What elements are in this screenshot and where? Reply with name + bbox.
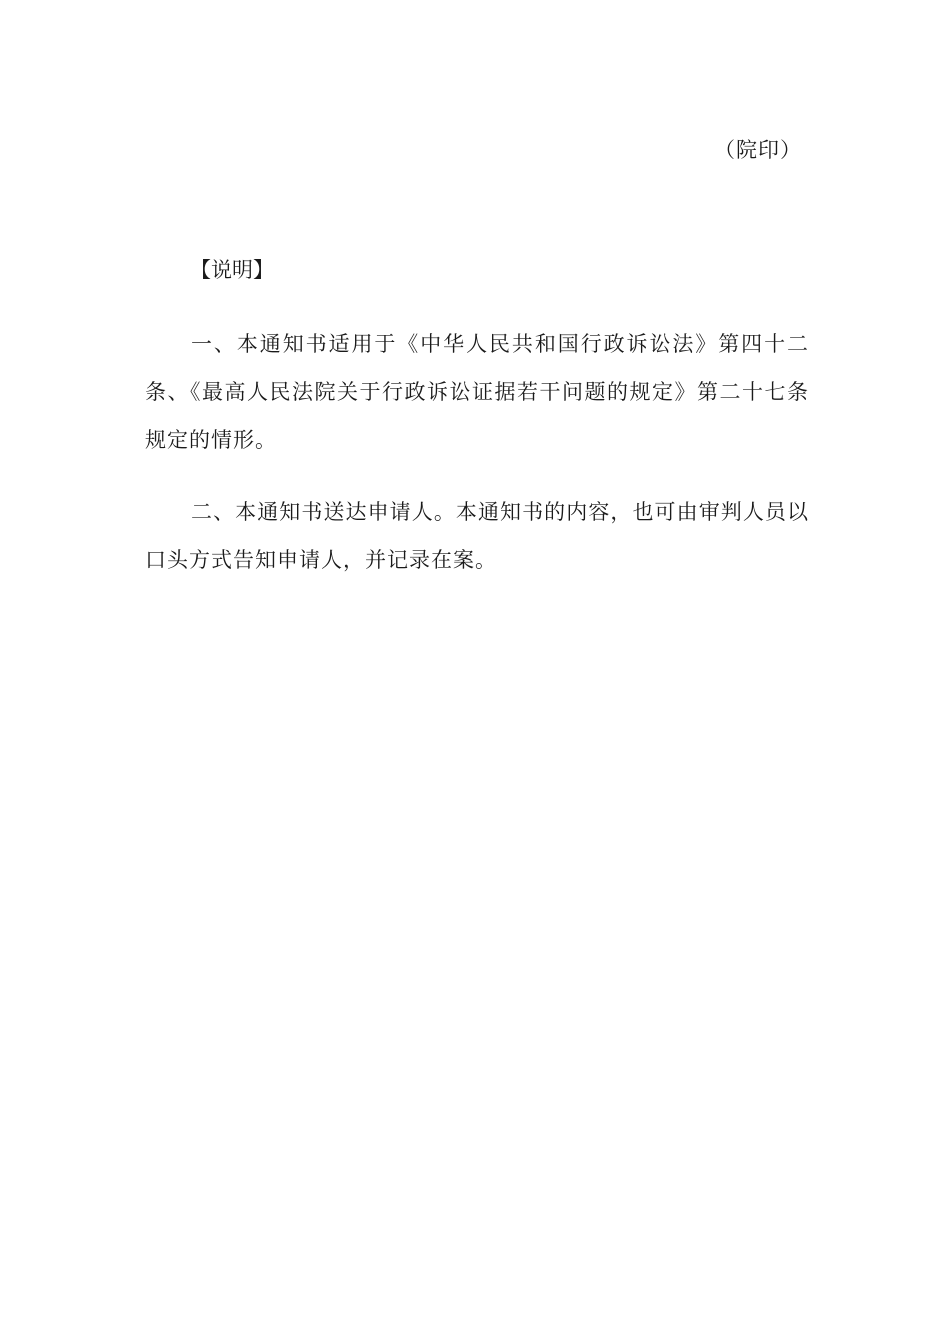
explanation-paragraph-1: 一、本通知书适用于《中华人民共和国行政诉讼法》第四十二条、《最高人民法院关于行政诉讼证据若干问题的规定》第二十七条规定的情形。 bbox=[145, 332, 809, 452]
court-seal-label: （院印） bbox=[714, 138, 802, 162]
explanation-paragraph-2: 二、本通知书送达申请人。本通知书的内容，也可由审判人员以口头方式告知申请人，并记录在案。 bbox=[145, 500, 809, 572]
explanation-heading: 【说明】 bbox=[190, 258, 274, 282]
